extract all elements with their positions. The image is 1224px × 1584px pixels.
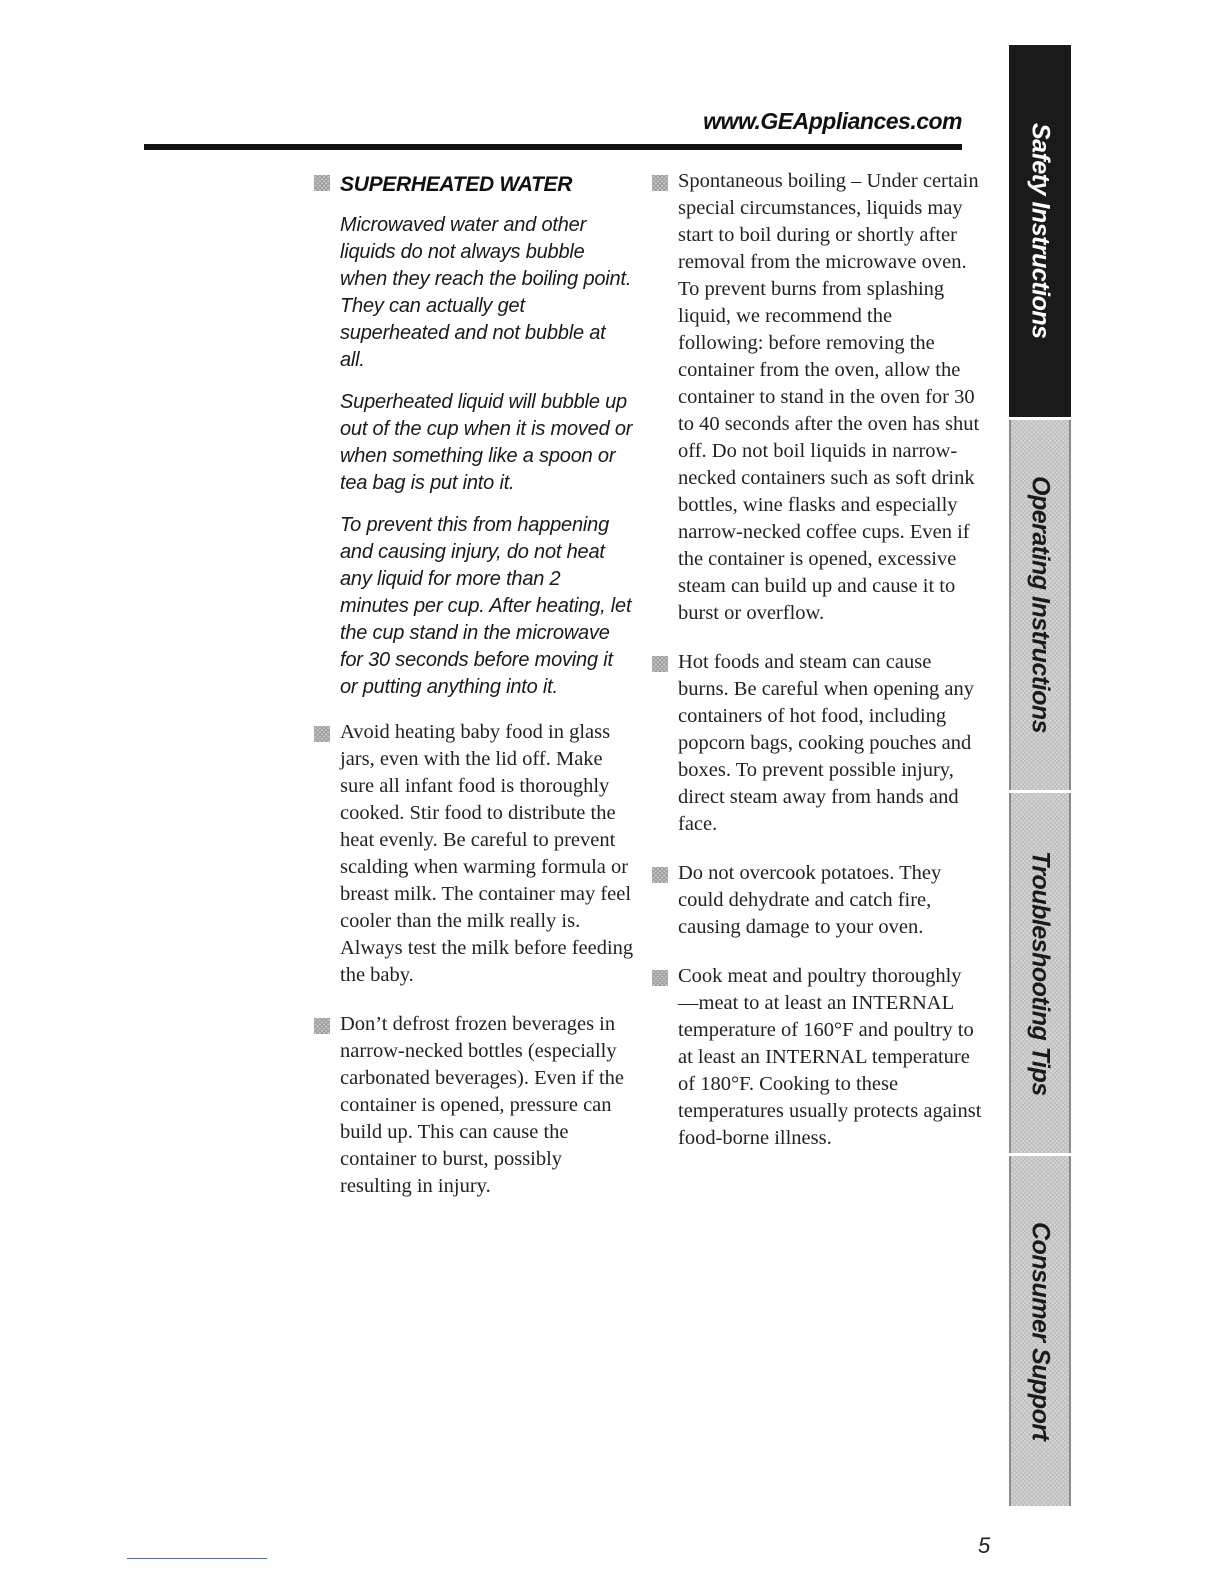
page-number: 5	[978, 1533, 991, 1558]
tab-label: Operating Instructions	[1026, 476, 1055, 734]
bullet-icon	[314, 175, 330, 191]
italic-paragraph: To prevent this from happening and causing injury, do not heat any liquid for more than 2 minutes per cup. After heating, let the cup stand in the microwave for 30 seconds before moving it or putting anything into it.	[340, 514, 632, 698]
tab-troubleshooting-tips[interactable]	[1009, 793, 1071, 1153]
site-url: www.GEAppliances.com	[703, 108, 962, 134]
bullet-text: Spontaneous boiling – Under certain special circumstances, liquids may start to boil during or shortly after removal from the microwave oven. To prevent burns from splashing liquid, we recommend the following: before removing the container from the oven, allow the container to stand in the oven for 30 to 40 seconds after the oven has shut off. Do not boil liquids in narrow-necked containers such as soft drink bottles, wine flasks and especially narrow-necked coffee cups. Even if the container is opened, excessive steam can build up and cause it to burst or overflow.	[678, 170, 980, 624]
list-item	[652, 168, 982, 627]
right-column	[652, 168, 982, 1152]
left-column	[314, 168, 634, 1200]
side-tabs	[1009, 45, 1071, 1506]
list-item	[314, 719, 634, 989]
list-item	[652, 860, 982, 941]
section-heading: SUPERHEATED WATER	[340, 173, 573, 196]
bullet-icon	[314, 1018, 330, 1034]
tab-label: Consumer Support	[1026, 1221, 1055, 1441]
bullet-icon	[652, 656, 668, 672]
superheated-water-section	[314, 168, 634, 701]
footer-line	[127, 1558, 267, 1559]
italic-paragraph: Superheated liquid will bubble up out of the cup when it is moved or when something like a spoon or tea bag is put into it.	[340, 391, 633, 494]
bullet-text: Do not overcook potatoes. They could dehydrate and catch fire, causing damage to your oven.	[678, 862, 942, 938]
bullet-text: Hot foods and steam can cause burns. Be careful when opening any containers of hot food, including popcorn bags, cooking pouches and boxes. To prevent possible injury, direct steam away from hands and face.	[678, 651, 975, 835]
list-item	[314, 1011, 634, 1200]
tab-label: Troubleshooting Tips	[1026, 850, 1055, 1096]
bullet-text: Avoid heating baby food in glass jars, even with the lid off. Make sure all infant food is thoroughly cooked. Stir food to distribute the heat evenly. Be careful to prevent scalding when warming formula or breast milk. The container may feel cooler than the milk really is. Always test the milk before feeding the baby.	[340, 721, 634, 986]
bullet-text: Don’t defrost frozen beverages in narrow-necked bottles (especially carbonated beverages). Even if the container is opened, pressure can build up. This can cause the container to burst, possibly resulting in injury.	[340, 1013, 625, 1197]
bullet-icon	[652, 175, 668, 191]
header-rule	[144, 144, 962, 150]
bullet-icon	[314, 726, 330, 742]
tab-safety-instructions[interactable]	[1009, 45, 1071, 417]
tab-consumer-support[interactable]	[1009, 1156, 1071, 1506]
bullet-text: Cook meat and poultry thoroughly—meat to at least an INTERNAL temperature of 160°F and poultry to at least an INTERNAL temperature of 180°F. Cooking to these temperatures usually protects against food-borne illness.	[678, 965, 982, 1149]
italic-paragraph: Microwaved water and other liquids do not always bubble when they reach the boiling point. They can actually get superheated and not bubble at all.	[340, 214, 632, 371]
list-item	[652, 963, 982, 1152]
bullet-icon	[652, 970, 668, 986]
tab-label: Safety Instructions	[1026, 123, 1055, 339]
tab-operating-instructions[interactable]	[1009, 420, 1071, 790]
bullet-icon	[652, 867, 668, 883]
list-item	[652, 649, 982, 838]
